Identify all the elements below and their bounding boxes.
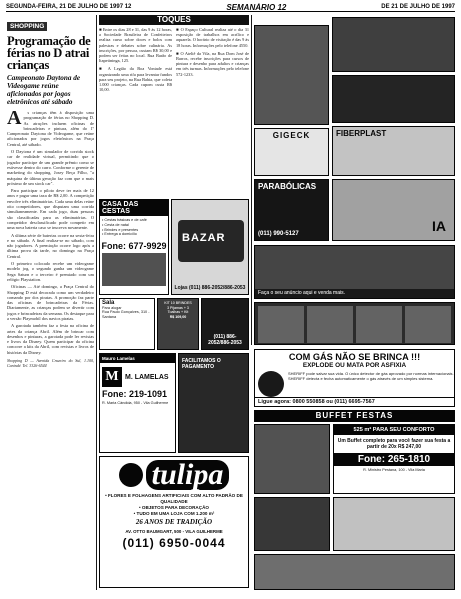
ad-facilitamos bbox=[178, 353, 249, 453]
section-kicker: SHOPPING bbox=[7, 22, 47, 31]
toques-item: ■ Entre os dias 28 e 31, das 9 às 12 horas, a Sociedade Brasileira de Confeiteiros realiza curso sobre doces e bolos com palestras e debates sobre culinária. As inscrições, por pessoa, custam R$ 30,00 e podem ser feitas no local. Rua Barão de Itapetininga, 125. bbox=[99, 27, 173, 64]
toques-item: ■ O Ateliê da Vila, na Rua Dom José de Barros, recebe inscrições para cursos de pintura e desenho para adultos e crianças em três turmas. Informações pelo telefone 572-1233. bbox=[176, 50, 249, 77]
article-paragraph: A última série de baterias ocorre na sexta-feira e no sábado. A final realiza-se no sábado, com não jogadores. A premiação ocorre logo após a última prova da tarde, no domingo na Praça Central. bbox=[7, 232, 94, 259]
ad-slogan: 26 ANOS DE TRADIÇÃO bbox=[135, 518, 213, 526]
ad-title: FACILITAMOS O PAGAMENTO bbox=[182, 358, 221, 370]
ad-header: Mauro Lamelas bbox=[100, 354, 175, 363]
ad-ia bbox=[332, 179, 455, 241]
toques-section bbox=[99, 15, 249, 195]
column-divider bbox=[96, 15, 97, 590]
ad-headline: 525 m² PARA SEU CONFORTO bbox=[334, 425, 454, 435]
article-paragraph: O Daytona é um simulador de corrida stock car de realidade virtual, permitindo que o jogador participe de um grande prêmio como se estivesse dentro do carro. Conforme o gerente de marketing do shopping, Josey Beça Filho, "a máquina de última geração faz com que o mais próximo de um stock car". bbox=[7, 149, 94, 186]
buffet-section-bar: BUFFET FESTAS bbox=[254, 410, 455, 422]
ad-headline: COM GÁS NÃO SE BRINCA !!! bbox=[288, 352, 421, 362]
column-divider bbox=[251, 15, 252, 345]
ad-phone: (011) 990-5127 bbox=[258, 231, 299, 237]
ad-classified-grid bbox=[254, 302, 455, 345]
ad-parabolicas bbox=[254, 179, 329, 241]
ad-line: Para alugar bbox=[102, 305, 122, 310]
ad-phone: Lojas (011) 886-2052/886-2053 bbox=[174, 285, 246, 291]
article-paragraph: s crianças têm à disposição uma programação de férias no Shopping D. As atrações incluem oficinas de brincadeiras e pintura, além do 1º Campeonato Daytona de Videogame, que reúne aficionados por jogos eletrônicos na Praça Central, até sábado. bbox=[7, 110, 94, 147]
ad-bazar bbox=[171, 199, 249, 295]
ad-title: M. LAMELAS bbox=[125, 373, 169, 381]
ad-tulipa bbox=[99, 456, 249, 588]
article-credit: Shopping D — Avenida Cruzeiro do Sul, 1.100, Canindé. Tel. 3326-6544 bbox=[7, 358, 94, 369]
ad-fiberplast bbox=[332, 126, 455, 176]
article-headline: Programação de férias no D atrai crianças bbox=[7, 34, 91, 72]
classified-cell bbox=[307, 306, 353, 343]
ad-strip bbox=[254, 245, 455, 299]
article-paragraph: Para participar o piloto deve ter mais de 12 anos e pagar uma taxa de R$ 2,00. A competição envolve três eliminatórias. Cada uma delas reúne oito competidores, que disputam uma corrida simultaneamente. Em cada jogo, duas pessoas são classificadas para as eliminatórias. O competidor desclassificado pode competir em uma nova bateria caso se inscreva novamente. bbox=[7, 188, 94, 231]
basket-photo bbox=[102, 253, 166, 286]
ad-line: 3 Pijamas + 3 bbox=[167, 305, 189, 310]
ad-phone: (011) 886-2052/886-2053 bbox=[208, 334, 242, 346]
toques-item: ■ O Espaço Cultural realiza até o dia 31 exposição de trabalhos em acrílico e aquarela. O horário de visitação é das 9 às 18 horas. Informações pelo telefone 4550. bbox=[176, 27, 249, 48]
ad-subhead: EXPLODE OU MATA POR ASFIXIA bbox=[302, 362, 407, 369]
ad-title: CASA DAS CESTAS bbox=[100, 200, 168, 216]
ad-phone: Fone: 677-9929 bbox=[101, 241, 167, 252]
ad-kit-brindes bbox=[157, 298, 199, 350]
article-shopping bbox=[7, 15, 94, 593]
tulipa-logo: tulipa bbox=[146, 460, 230, 490]
classified-cell bbox=[258, 306, 304, 343]
article-paragraph: O primeiro colocado recebe um videogame modelo jog, o segundo ganha um videogame Sega Saturn e o terceiro é premiado com um relógio Playstation. bbox=[7, 261, 94, 282]
ad-price: R$ 109,00 bbox=[169, 314, 187, 319]
ad-title: IA bbox=[432, 218, 446, 234]
ad-title: KIT 10 BRINDES bbox=[164, 301, 192, 305]
ad-title: GIGECK bbox=[272, 131, 311, 140]
ad-phone: Ligue agora: 0800 550858 ou (011) 6695-7567 bbox=[255, 397, 454, 406]
drop-cap: A bbox=[7, 107, 22, 129]
ad-gigeck bbox=[254, 128, 329, 176]
ad-line: Rua Paulo Gonçalves, 310 - Santana bbox=[102, 310, 150, 319]
ad-title: PARABÓLICAS bbox=[258, 182, 317, 191]
ad-body: SHERIFF pode salvar sua vida. O único detector de gás aprovado por normas internacionais. SHERIFF detecta e fecha automaticamente o gás através de um simples sistema. bbox=[288, 371, 454, 381]
classified-cell bbox=[405, 306, 451, 343]
ad-body: Um Buffet completo para você fazer sua festa a partir de 20x R$ 247,00 bbox=[337, 438, 451, 450]
lamelas-logo-icon: M bbox=[102, 367, 122, 387]
header-date: SEGUNDA-FEIRA, 21 DE JULHO DE 1997 12 bbox=[6, 4, 132, 10]
article-paragraph: A garotada também faz a festa na oficina de artes da criança Abril. Além de brincar com desenhos e pinturas, a garotada pode ler revistas e livros da Disney. Quem participar da oficina concorre a kits da Abril, com revistas e livros de histórias da Disney. bbox=[7, 323, 94, 355]
article-deck: Campeonato Daytona de Videogame reúne aficionados por jogos eletrônicos até sábado bbox=[7, 74, 81, 106]
ad-photo-top-left bbox=[254, 25, 329, 125]
ad-lojas bbox=[201, 298, 249, 350]
running-header bbox=[6, 3, 455, 12]
ad-phone: Fone: 265-1810 bbox=[334, 453, 454, 466]
ad-casa-das-cestas bbox=[99, 199, 169, 295]
ad-strip-caption: Faça o seu anúncio aqui e venda mais. bbox=[255, 289, 454, 298]
header-paper-name: SEMANÁRIO 12 bbox=[226, 2, 287, 12]
toques-item: ■ A Legião da Boa Vontade está organizando uma rifa para levantar fundos para seu projeto, na Rua Bahia, que coleta 1.000 crianças. Cada cupom custa R$ 10,00. bbox=[99, 66, 173, 93]
ad-phone: Fone: 219-1091 bbox=[102, 389, 168, 399]
newspaper-page bbox=[4, 3, 457, 596]
toques-column-2 bbox=[176, 27, 249, 95]
ad-title: BAZAR bbox=[182, 232, 226, 244]
ad-buffet-conforto bbox=[333, 424, 455, 494]
toques-column-1 bbox=[99, 27, 172, 95]
ad-phone: (011) 6950-0044 bbox=[122, 536, 226, 550]
ad-list: • Cestas básicas e de café • Cesta de natal • Brindes e presentes • Entrega a domicílio bbox=[102, 218, 147, 237]
ad-buffet-bottom-wide bbox=[254, 554, 455, 590]
classified-cell bbox=[356, 306, 402, 343]
toques-title: TOQUES bbox=[99, 15, 249, 25]
ad-title: FIBERPLAST bbox=[336, 129, 387, 138]
ad-buffet-bottom-right bbox=[333, 497, 455, 551]
ad-buffet-photo bbox=[254, 424, 330, 494]
article-body bbox=[7, 107, 94, 369]
article-paragraph: Oficinas — Até domingo, a Praça Central do Shopping D está decorada como um verdadeiro comando por dos piratas. A promoção faz parte das oficinas de brincadeiras da Férias. Diariamente, as crianças podem se divertir com jogos e brincadeiras da semana. Os destaque para a versão Playmobil dos navios piratas. bbox=[7, 284, 94, 321]
ad-sheriff-gas bbox=[254, 349, 455, 407]
ad-buffet-bottom-left bbox=[254, 497, 330, 551]
ad-sala bbox=[99, 298, 155, 350]
ad-dark-block bbox=[332, 75, 455, 123]
ad-lamelas bbox=[99, 353, 176, 453]
header-date-right: DE 21 DE JULHO DE 1997 bbox=[381, 4, 455, 10]
ad-photo-top-right bbox=[332, 17, 455, 72]
ad-address: R. Maria Cândida, 950 - Vila Guilherme bbox=[102, 401, 169, 405]
ad-address: R. Ministro Pestana, 100 - Vila Maria bbox=[363, 468, 425, 472]
ad-title: Sala bbox=[102, 300, 115, 306]
sheriff-badge-icon bbox=[258, 371, 284, 397]
ad-address: AV. OTTO BAUMGART, 500 - VILA GUILHERME bbox=[125, 529, 223, 534]
flower-icon bbox=[119, 463, 143, 487]
ad-tagline: • FLORES E FOLHAGENS ARTIFICIAIS COM ALTO PADRÃO DE QUALIDADE • OBJETOS PARA DECORAÇÃO • TUDO EM UMA LOJA COM 1.200 m² bbox=[105, 493, 243, 516]
ad-line: Toalhas + Kit bbox=[167, 310, 189, 314]
